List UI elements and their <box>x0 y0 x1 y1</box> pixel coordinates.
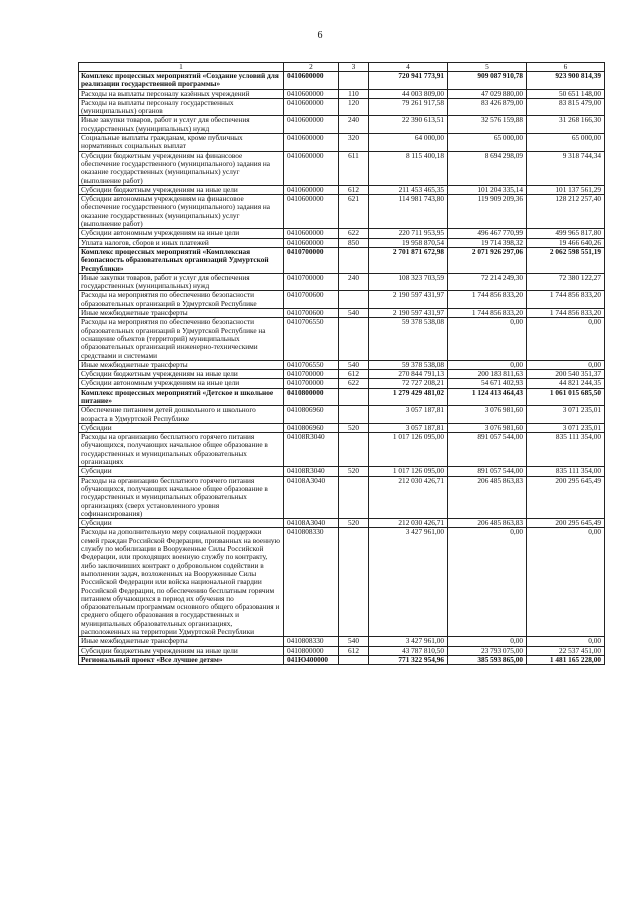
column-number: 5 <box>448 63 527 72</box>
row-amount-col4: 211 453 465,35 <box>369 185 448 194</box>
row-name: Субсидии <box>79 467 284 476</box>
row-amount-col5: 909 087 910,78 <box>448 72 527 90</box>
row-name: Расходы на дополнительную меру социальной поддержки семей граждан Российской Федерации, призванных на военную службу по мобилизации в Вооруженные Силы Российской Федерации, или проходящих военную службу по контракту, либо заключивших контракт о добровольном содействии в выполнении задач, возложенных на Вооруженные Силы Российской Федерации или войска национальной гвардии Российской Федерации, по обеспечению бесплатным горячим питанием обучающихся в период их обучения по образовательным программам основного общего образования и среднего общего образования в государственных и муниципальных образовательных организациях, расположенных на территории Удмуртской Республики <box>79 528 284 637</box>
row-code: 0410600000 <box>284 72 339 90</box>
row-amount-col5: 65 000,00 <box>448 134 527 152</box>
table-row <box>79 476 605 518</box>
row-amount-col6: 499 965 817,80 <box>527 229 605 238</box>
page-number: 6 <box>317 30 323 41</box>
row-amount-col6: 65 000,00 <box>527 134 605 152</box>
row-code: 0410600000 <box>284 195 339 229</box>
row-code: 0410600000 <box>284 151 339 185</box>
row-code: 0410700000 <box>284 273 339 291</box>
table-row <box>79 151 605 185</box>
row-amount-col5: 385 593 865,00 <box>448 655 527 664</box>
row-amount-col4: 22 390 613,51 <box>369 116 448 134</box>
row-amount-col5: 54 671 402,93 <box>448 379 527 388</box>
column-number: 1 <box>79 63 284 72</box>
row-amount-col4: 72 727 208,21 <box>369 379 448 388</box>
row-amount-col4: 79 261 917,58 <box>369 98 448 116</box>
table-row <box>79 423 605 432</box>
row-code: 0410808330 <box>284 637 339 646</box>
row-amount-col4: 8 115 400,18 <box>369 151 448 185</box>
row-amount-col4: 771 322 954,96 <box>369 655 448 664</box>
row-amount-col4: 108 323 703,59 <box>369 273 448 291</box>
row-expense-type: 320 <box>339 134 369 152</box>
table-row <box>79 98 605 116</box>
column-number-row <box>79 63 605 72</box>
row-code: 0410600000 <box>284 98 339 116</box>
column-number: 2 <box>284 63 339 72</box>
row-code: 0410700000 <box>284 370 339 379</box>
row-amount-col5: 2 071 926 297,06 <box>448 247 527 273</box>
column-number: 4 <box>369 63 448 72</box>
row-amount-col5: 0,00 <box>448 360 527 369</box>
row-expense-type: 612 <box>339 370 369 379</box>
row-expense-type <box>339 655 369 664</box>
row-amount-col5: 32 576 159,88 <box>448 116 527 134</box>
row-expense-type <box>339 476 369 518</box>
row-amount-col6: 200 540 351,37 <box>527 370 605 379</box>
row-amount-col5: 0,00 <box>448 637 527 646</box>
row-amount-col5: 206 485 863,83 <box>448 519 527 528</box>
row-expense-type: 612 <box>339 185 369 194</box>
row-name: Комплекс процессных мероприятий «Комплексная безопасность образовательных организаций Удмуртской Республики» <box>79 247 284 273</box>
row-amount-col5: 206 485 863,83 <box>448 476 527 518</box>
row-name: Расходы на мероприятия по обеспечению безопасности образовательных организаций в Удмуртской Республике на оснащение объектов (территорий) муниципальных образовательных организаций инженерно-техническими средствами и системами <box>79 318 284 360</box>
row-amount-col6: 19 466 640,26 <box>527 238 605 247</box>
row-amount-col4: 43 787 810,50 <box>369 646 448 655</box>
row-name: Расходы на мероприятия по обеспечению безопасности образовательных организаций в Удмуртской Республике <box>79 291 284 309</box>
row-amount-col5: 47 029 880,00 <box>448 89 527 98</box>
table-row <box>79 116 605 134</box>
row-amount-col6: 128 212 257,40 <box>527 195 605 229</box>
row-code: 0410600000 <box>284 134 339 152</box>
row-name: Субсидии автономным учреждениям на иные цели <box>79 229 284 238</box>
table-row <box>79 195 605 229</box>
row-name: Субсидии бюджетным учреждениям на иные цели <box>79 370 284 379</box>
table-row <box>79 646 605 655</box>
row-name: Субсидии автономным учреждениям на иные цели <box>79 379 284 388</box>
row-amount-col6: 83 815 479,00 <box>527 98 605 116</box>
row-name: Расходы на организацию бесплатного горячего питания обучающихся, получающих начальное общее образование в государственных и муниципальных образовательных организациях <box>79 433 284 467</box>
row-amount-col5: 1 744 856 833,20 <box>448 309 527 318</box>
row-amount-col5: 1 124 413 464,43 <box>448 388 527 406</box>
row-amount-col5: 101 204 335,14 <box>448 185 527 194</box>
row-expense-type: 520 <box>339 423 369 432</box>
table-row <box>79 134 605 152</box>
row-code: 04108A3040 <box>284 476 339 518</box>
row-amount-col6: 0,00 <box>527 528 605 637</box>
row-expense-type <box>339 291 369 309</box>
row-amount-col5: 19 714 398,32 <box>448 238 527 247</box>
row-amount-col4: 270 844 791,13 <box>369 370 448 379</box>
row-expense-type: 622 <box>339 229 369 238</box>
row-name: Иные межбюджетные трансферты <box>79 360 284 369</box>
row-code: 04108R3040 <box>284 433 339 467</box>
table-row <box>79 291 605 309</box>
row-amount-col4: 2 701 871 672,98 <box>369 247 448 273</box>
row-name: Комплекс процессных мероприятий «Создание условий для реализации государственной программы» <box>79 72 284 90</box>
table-row <box>79 655 605 664</box>
row-amount-col4: 114 981 743,80 <box>369 195 448 229</box>
row-code: 04108R3040 <box>284 467 339 476</box>
table-row <box>79 72 605 90</box>
row-amount-col4: 44 003 809,00 <box>369 89 448 98</box>
table-row <box>79 247 605 273</box>
row-expense-type: 850 <box>339 238 369 247</box>
row-amount-col6: 3 071 235,01 <box>527 406 605 424</box>
row-amount-col6: 0,00 <box>527 318 605 360</box>
budget-table <box>78 62 605 665</box>
row-name: Обеспечение питанием детей дошкольного и школьного возраста в Удмуртской Республике <box>79 406 284 424</box>
row-amount-col6: 2 062 598 551,19 <box>527 247 605 273</box>
row-code: 0410600000 <box>284 229 339 238</box>
row-name: Иные межбюджетные трансферты <box>79 637 284 646</box>
row-code: 0410700600 <box>284 291 339 309</box>
row-amount-col4: 3 427 961,00 <box>369 528 448 637</box>
row-name: Иные закупки товаров, работ и услуг для обеспечения государственных (муниципальных) нужд <box>79 116 284 134</box>
row-amount-col4: 1 279 429 481,02 <box>369 388 448 406</box>
row-name: Региональный проект «Все лучшее детям» <box>79 655 284 664</box>
row-code: 0410800000 <box>284 646 339 655</box>
row-amount-col4: 19 958 870,54 <box>369 238 448 247</box>
row-amount-col6: 3 071 235,01 <box>527 423 605 432</box>
row-name: Расходы на выплаты персоналу государственных (муниципальных) органов <box>79 98 284 116</box>
row-name: Субсидии бюджетным учреждениям на финансовое обеспечение государственного (муниципального) задания на оказание государственных (муниципальных) услуг (выполнение работ) <box>79 151 284 185</box>
row-code: 0410706550 <box>284 318 339 360</box>
row-code: 0410806960 <box>284 423 339 432</box>
row-expense-type: 621 <box>339 195 369 229</box>
row-name: Иные закупки товаров, работ и услуг для обеспечения государственных (муниципальных) нужд <box>79 273 284 291</box>
row-code: 0410700000 <box>284 247 339 273</box>
row-amount-col5: 83 426 879,00 <box>448 98 527 116</box>
row-amount-col4: 59 378 538,08 <box>369 318 448 360</box>
row-amount-col6: 50 651 148,00 <box>527 89 605 98</box>
row-amount-col5: 200 183 811,63 <box>448 370 527 379</box>
table-row <box>79 360 605 369</box>
row-expense-type: 612 <box>339 646 369 655</box>
row-expense-type: 520 <box>339 467 369 476</box>
row-amount-col5: 0,00 <box>448 318 527 360</box>
table-row <box>79 309 605 318</box>
row-amount-col6: 200 295 645,49 <box>527 476 605 518</box>
table-row <box>79 229 605 238</box>
row-amount-col6: 0,00 <box>527 360 605 369</box>
row-code: 0410700600 <box>284 309 339 318</box>
row-amount-col5: 72 214 249,30 <box>448 273 527 291</box>
row-expense-type: 540 <box>339 309 369 318</box>
row-name: Субсидии <box>79 519 284 528</box>
row-amount-col4: 3 427 961,00 <box>369 637 448 646</box>
row-code: 0410600000 <box>284 116 339 134</box>
row-name: Субсидии <box>79 423 284 432</box>
row-amount-col6: 1 744 856 833,20 <box>527 309 605 318</box>
table-row <box>79 528 605 637</box>
row-expense-type <box>339 388 369 406</box>
table-row <box>79 406 605 424</box>
table-row <box>79 370 605 379</box>
row-code: 0410600000 <box>284 185 339 194</box>
row-name: Иные межбюджетные трансферты <box>79 309 284 318</box>
table-row <box>79 379 605 388</box>
row-amount-col6: 200 295 645,49 <box>527 519 605 528</box>
table-row <box>79 238 605 247</box>
row-amount-col6: 72 380 122,27 <box>527 273 605 291</box>
row-code: 0410600000 <box>284 89 339 98</box>
row-amount-col6: 923 900 814,39 <box>527 72 605 90</box>
row-code: 0410806960 <box>284 406 339 424</box>
row-name: Социальные выплаты гражданам, кроме публичных нормативных социальных выплат <box>79 134 284 152</box>
table-row <box>79 89 605 98</box>
row-amount-col5: 119 909 209,36 <box>448 195 527 229</box>
row-amount-col5: 496 467 770,99 <box>448 229 527 238</box>
row-amount-col6: 835 111 354,00 <box>527 467 605 476</box>
row-amount-col6: 44 821 244,35 <box>527 379 605 388</box>
table-row <box>79 318 605 360</box>
table-row <box>79 273 605 291</box>
row-amount-col4: 220 711 953,95 <box>369 229 448 238</box>
row-name: Расходы на организацию бесплатного горячего питания обучающихся, получающих начальное общее образование в государственных и муниципальных образовательных организациях (сверх установленного уровня софинансирования) <box>79 476 284 518</box>
row-amount-col5: 891 057 544,00 <box>448 467 527 476</box>
row-code: 0410706550 <box>284 360 339 369</box>
row-expense-type: 110 <box>339 89 369 98</box>
row-amount-col5: 3 076 981,60 <box>448 423 527 432</box>
row-amount-col4: 59 378 538,08 <box>369 360 448 369</box>
row-amount-col6: 1 744 856 833,20 <box>527 291 605 309</box>
row-expense-type <box>339 72 369 90</box>
row-name: Субсидии автономным учреждениям на финансовое обеспечение государственного (муниципального) задания на оказание государственных (муниципальных) услуг (выполнение работ) <box>79 195 284 229</box>
row-amount-col6: 31 268 166,30 <box>527 116 605 134</box>
row-amount-col6: 0,00 <box>527 637 605 646</box>
column-number: 3 <box>339 63 369 72</box>
row-name: Расходы на выплаты персоналу казённых учреждений <box>79 89 284 98</box>
row-code: 041Ю400000 <box>284 655 339 664</box>
row-amount-col4: 2 190 597 431,97 <box>369 309 448 318</box>
row-amount-col5: 3 076 981,60 <box>448 406 527 424</box>
row-name: Уплата налогов, сборов и иных платежей <box>79 238 284 247</box>
table-row <box>79 519 605 528</box>
row-name: Комплекс процессных мероприятий «Детское и школьное питание» <box>79 388 284 406</box>
table-row <box>79 388 605 406</box>
row-expense-type: 540 <box>339 637 369 646</box>
row-amount-col5: 8 694 298,09 <box>448 151 527 185</box>
row-code: 04108A3040 <box>284 519 339 528</box>
row-expense-type: 120 <box>339 98 369 116</box>
column-number: 6 <box>527 63 605 72</box>
row-amount-col4: 1 017 126 095,00 <box>369 433 448 467</box>
row-expense-type <box>339 528 369 637</box>
row-name: Субсидии бюджетным учреждениям на иные цели <box>79 646 284 655</box>
row-code: 0410808330 <box>284 528 339 637</box>
row-expense-type: 520 <box>339 519 369 528</box>
row-amount-col4: 2 190 597 431,97 <box>369 291 448 309</box>
row-expense-type: 611 <box>339 151 369 185</box>
table-row <box>79 433 605 467</box>
row-expense-type <box>339 433 369 467</box>
row-amount-col6: 9 318 744,34 <box>527 151 605 185</box>
row-amount-col4: 1 017 126 095,00 <box>369 467 448 476</box>
row-amount-col4: 64 000,00 <box>369 134 448 152</box>
row-expense-type: 240 <box>339 116 369 134</box>
row-expense-type: 540 <box>339 360 369 369</box>
table-row <box>79 467 605 476</box>
row-amount-col5: 0,00 <box>448 528 527 637</box>
row-code: 0410800000 <box>284 388 339 406</box>
row-amount-col6: 835 111 354,00 <box>527 433 605 467</box>
row-amount-col4: 720 941 773,91 <box>369 72 448 90</box>
row-amount-col6: 101 137 561,29 <box>527 185 605 194</box>
row-amount-col4: 212 030 426,71 <box>369 519 448 528</box>
row-amount-col6: 1 481 165 228,00 <box>527 655 605 664</box>
row-name: Субсидии бюджетным учреждениям на иные цели <box>79 185 284 194</box>
row-expense-type <box>339 406 369 424</box>
row-amount-col6: 22 537 451,00 <box>527 646 605 655</box>
row-code: 0410700000 <box>284 379 339 388</box>
row-code: 0410600000 <box>284 238 339 247</box>
row-amount-col4: 212 030 426,71 <box>369 476 448 518</box>
row-amount-col5: 891 057 544,00 <box>448 433 527 467</box>
row-expense-type <box>339 318 369 360</box>
row-amount-col4: 3 057 187,81 <box>369 406 448 424</box>
row-expense-type: 622 <box>339 379 369 388</box>
row-amount-col5: 23 793 075,00 <box>448 646 527 655</box>
row-amount-col5: 1 744 856 833,20 <box>448 291 527 309</box>
row-expense-type: 240 <box>339 273 369 291</box>
row-amount-col4: 3 057 187,81 <box>369 423 448 432</box>
row-amount-col6: 1 061 015 685,50 <box>527 388 605 406</box>
table-row <box>79 185 605 194</box>
row-expense-type <box>339 247 369 273</box>
table-row <box>79 637 605 646</box>
